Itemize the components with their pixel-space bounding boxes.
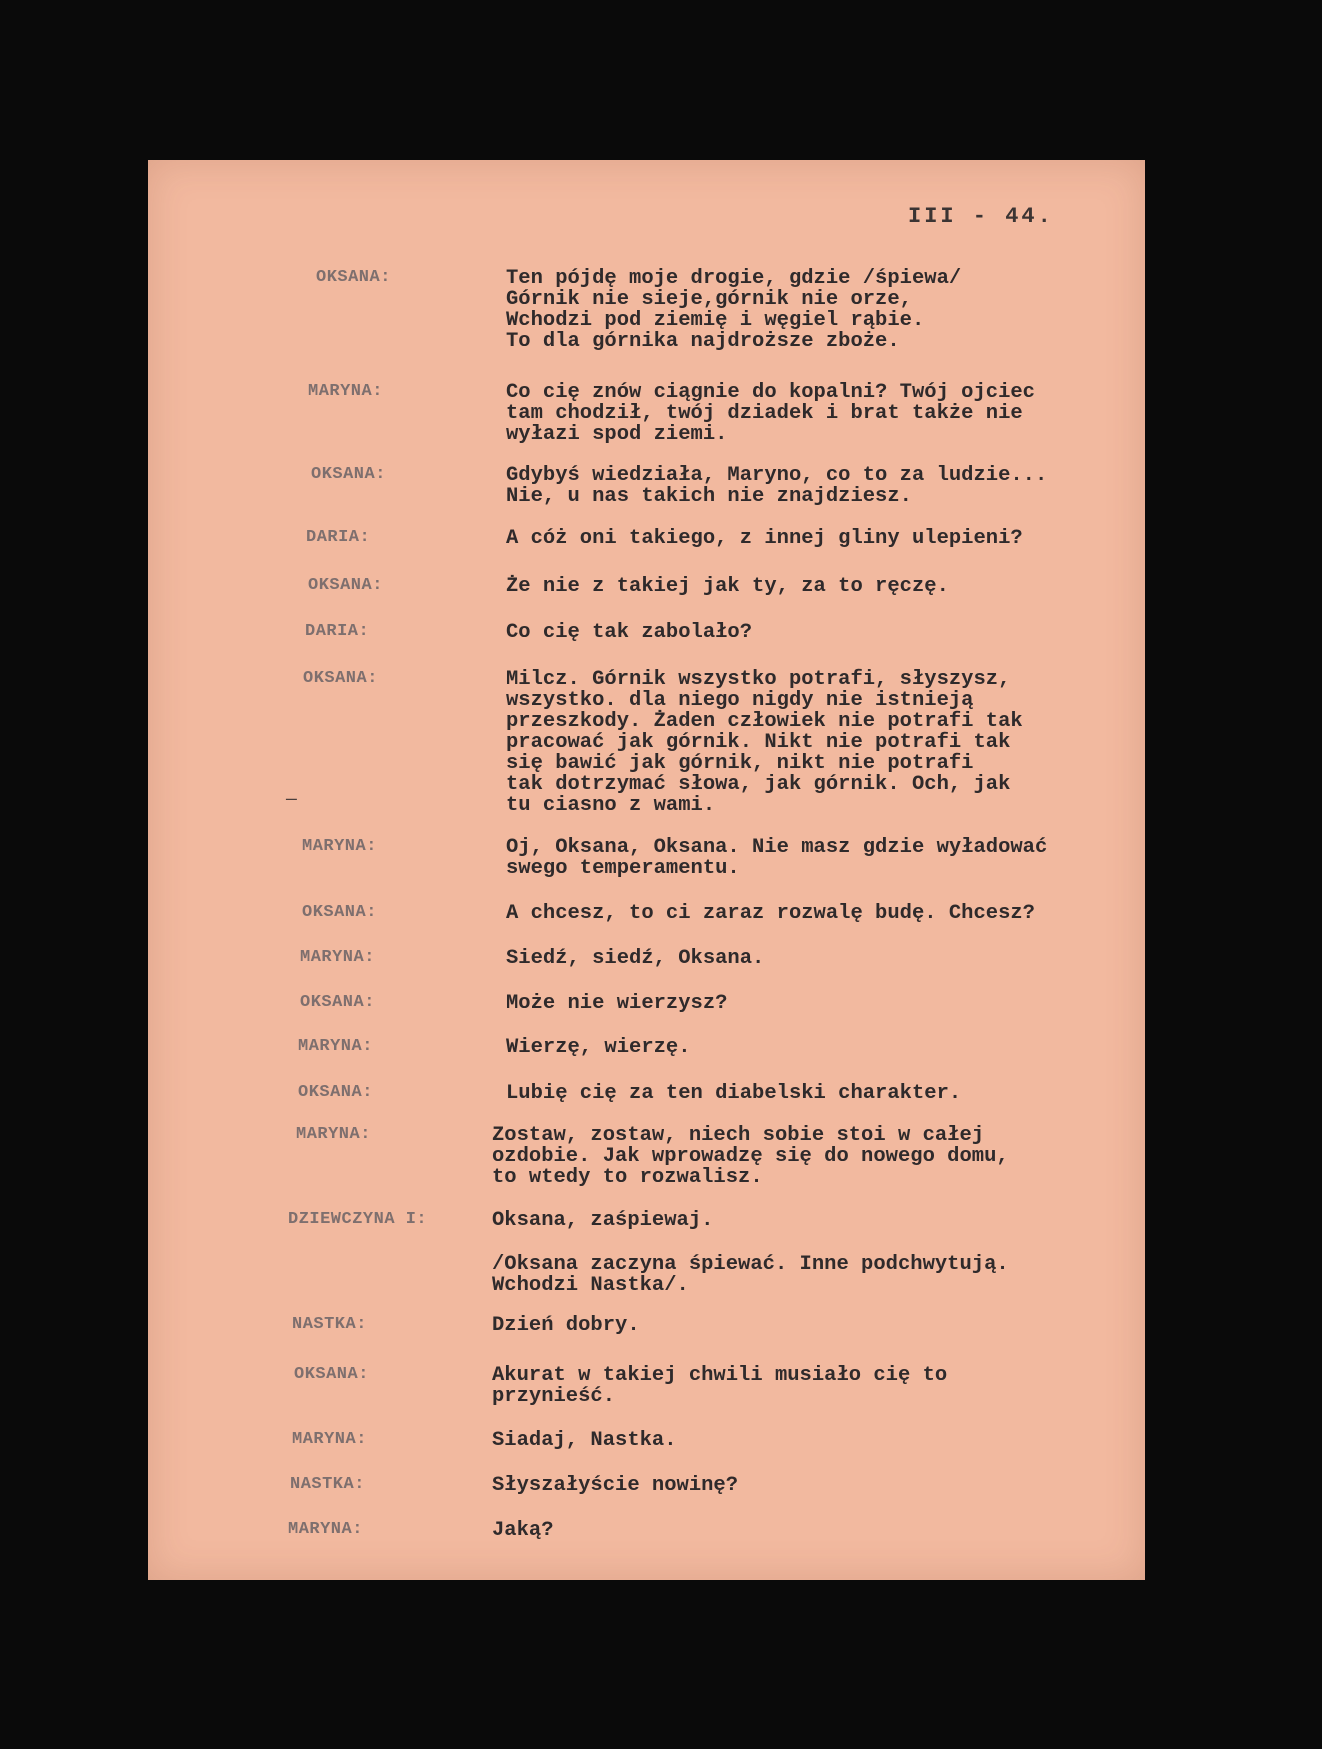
dialogue-line: Wierzę, wierzę. (506, 1036, 691, 1059)
dialogue-line: Oj, Oksana, Oksana. Nie masz gdzie wyładować swego temperamentu. (506, 836, 1048, 880)
dialogue-line: A cóż oni takiego, z innej gliny ulepieni? (506, 527, 1023, 550)
dialogue-line: Jaką? (492, 1519, 554, 1542)
typescript-page (148, 160, 1145, 1580)
speaker-name: NASTKA: (290, 1475, 365, 1494)
stage-direction: /Oksana zaczyna śpiewać. Inne podchwytują. Wchodzi Nastka/. (492, 1253, 1009, 1297)
dialogue-line: Dzień dobry. (492, 1314, 640, 1337)
dialogue-line: Zostaw, zostaw, niech sobie stoi w całej ozdobie. Jak wprowadzę się do nowego domu, to wtedy to rozwalisz. (492, 1124, 1009, 1189)
dialogue-line: Może nie wierzysz? (506, 992, 728, 1015)
speaker-name: OKSANA: (300, 993, 375, 1012)
dialogue-line: Siedź, siedź, Oksana. (506, 947, 765, 970)
dialogue-line: Oksana, zaśpiewaj. (492, 1209, 714, 1232)
speaker-name: OKSANA: (303, 669, 378, 688)
speaker-name: MARYNA: (298, 1037, 373, 1056)
speaker-name: MARYNA: (300, 948, 375, 967)
speaker-name: DZIEWCZYNA I: (288, 1210, 428, 1229)
speaker-name: OKSANA: (311, 465, 386, 484)
speaker-name: DARIA: (305, 622, 370, 641)
speaker-name: OKSANA: (294, 1365, 369, 1384)
dialogue-line: A chcesz, to ci zaraz rozwalę budę. Chcesz? (506, 902, 1035, 925)
speaker-name: DARIA: (306, 528, 371, 547)
speaker-name: NASTKA: (292, 1315, 367, 1334)
speaker-name: OKSANA: (316, 268, 391, 287)
dialogue-line: Że nie z takiej jak ty, za to ręczę. (506, 575, 949, 598)
speaker-name: MARYNA: (288, 1520, 363, 1539)
speaker-name: OKSANA: (298, 1083, 373, 1102)
speaker-name: MARYNA: (296, 1125, 371, 1144)
speaker-name: MARYNA: (308, 382, 383, 401)
margin-dash-mark: — (286, 790, 297, 810)
page-number: III - 44. (908, 204, 1054, 229)
dialogue-line: Gdybyś wiedziała, Maryno, co to za ludzie... Nie, u nas takich nie znajdziesz. (506, 464, 1048, 508)
dialogue-line: Ten pójdę moje drogie, gdzie /śpiewa/ Górnik nie sieje,górnik nie orze, Wchodzi pod ziemię i węgiel rąbie. To dla górnika najdroższe zboże. (506, 267, 962, 353)
speaker-name: OKSANA: (302, 903, 377, 922)
dialogue-line: Akurat w takiej chwili musiało cię to przynieść. (492, 1364, 948, 1408)
dialogue-line: Milcz. Górnik wszystko potrafi, słyszysz, wszystko. dla niego nigdy nie istnieją przeszkody. Żaden człowiek nie potrafi tak pracować jak górnik. Nikt nie potrafi tak się bawić jak górnik, nikt nie potrafi tak dotrzymać słowa, jak górnik. Och, jak tu ciasno z wami. (506, 668, 1023, 817)
speaker-name: OKSANA: (308, 576, 383, 595)
speaker-name: MARYNA: (302, 837, 377, 856)
dialogue-line: Co cię znów ciągnie do kopalni? Twój ojciec tam chodził, twój dziadek i brat także nie wyłazi spod ziemi. (506, 381, 1035, 446)
dialogue-line: Słyszałyście nowinę? (492, 1474, 739, 1497)
dialogue-line: Siadaj, Nastka. (492, 1429, 677, 1452)
dialogue-line: Lubię cię za ten diabelski charakter. (506, 1082, 962, 1105)
dialogue-line: Co cię tak zabolało? (506, 621, 753, 644)
speaker-name: MARYNA: (292, 1430, 367, 1449)
